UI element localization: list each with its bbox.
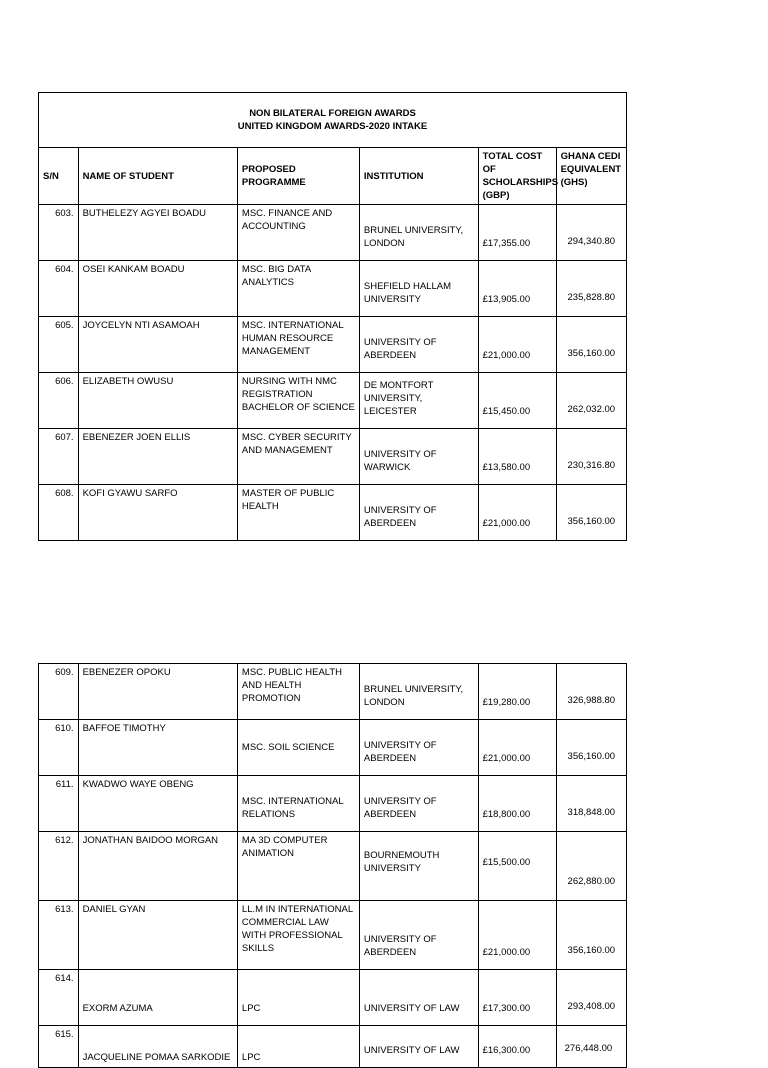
table-row	[39, 429, 627, 485]
student-number: 603.	[39, 205, 79, 261]
ghs-equivalent: 326,988.80	[556, 664, 626, 720]
table-row	[39, 832, 627, 901]
institution: UNIVERSITY OF ABERDEEN	[359, 317, 478, 373]
table-row	[39, 373, 627, 429]
scholarship-cost: £21,000.00	[478, 901, 556, 970]
institution: UNIVERSITY OF ABERDEEN	[359, 776, 478, 832]
student-number: 610.	[39, 720, 79, 776]
programme: MSC. INTERNATIONAL HUMAN RESOURCE MANAGEMENT	[237, 317, 359, 373]
student-name: EBENEZER JOEN ELLIS	[78, 429, 237, 485]
table-row	[39, 261, 627, 317]
table-row	[39, 317, 627, 373]
header-row	[39, 148, 627, 205]
ghs-equivalent: 276,448.00	[556, 1026, 626, 1068]
institution: SHEFIELD HALLAM UNIVERSITY	[359, 261, 478, 317]
table-title	[39, 93, 627, 148]
scholarship-cost: £19,280.00	[478, 664, 556, 720]
table-row	[39, 970, 627, 1026]
ghs-equivalent: 262,880.00	[556, 832, 626, 901]
programme: LPC	[237, 1026, 359, 1068]
student-name: DANIEL GYAN	[78, 901, 237, 970]
table-row	[39, 1026, 627, 1068]
col-cost: TOTAL COST OF SCHOLARSHIPS (GBP)	[478, 148, 556, 205]
programme: LPC	[237, 970, 359, 1026]
ghs-equivalent: 356,160.00	[556, 901, 626, 970]
ghs-equivalent: 356,160.00	[556, 720, 626, 776]
col-sn: S/N	[39, 148, 79, 205]
awards-table-2	[38, 663, 627, 1068]
programme: MSC. INTERNATIONAL RELATIONS	[237, 776, 359, 832]
student-name: KOFI GYAWU SARFO	[78, 485, 237, 541]
institution: UNIVERSITY OF LAW	[359, 970, 478, 1026]
col-institution: INSTITUTION	[359, 148, 478, 205]
student-name: JONATHAN BAIDOO MORGAN	[78, 832, 237, 901]
student-name: ELIZABETH OWUSU	[78, 373, 237, 429]
ghs-equivalent: 356,160.00	[556, 317, 626, 373]
programme: NURSING WITH NMC REGISTRATION BACHELOR OF SCIENCE	[237, 373, 359, 429]
student-number: 615.	[39, 1026, 79, 1068]
student-number: 607.	[39, 429, 79, 485]
scholarship-cost: £18,800.00	[478, 776, 556, 832]
ghs-equivalent: 356,160.00	[556, 485, 626, 541]
col-ghs: GHANA CEDI EQUIVALENT (GHS)	[556, 148, 626, 205]
scholarship-cost: £17,300.00	[478, 970, 556, 1026]
programme: MSC. FINANCE AND ACCOUNTING	[237, 205, 359, 261]
scholarship-cost: £21,000.00	[478, 485, 556, 541]
institution: DE MONTFORT UNIVERSITY, LEICESTER	[359, 373, 478, 429]
student-name: BAFFOE TIMOTHY	[78, 720, 237, 776]
student-name: OSEI KANKAM BOADU	[78, 261, 237, 317]
student-number: 609.	[39, 664, 79, 720]
student-number: 606.	[39, 373, 79, 429]
programme: MSC. CYBER SECURITY AND MANAGEMENT	[237, 429, 359, 485]
ghs-equivalent: 262,032.00	[556, 373, 626, 429]
table-row	[39, 664, 627, 720]
student-number: 604.	[39, 261, 79, 317]
scholarship-cost: £21,000.00	[478, 720, 556, 776]
student-number: 613.	[39, 901, 79, 970]
student-number: 608.	[39, 485, 79, 541]
programme: MSC. PUBLIC HEALTH AND HEALTH PROMOTION	[237, 664, 359, 720]
title-line-1: NON BILATERAL FOREIGN AWARDS	[249, 108, 416, 119]
ghs-equivalent: 235,828.80	[556, 261, 626, 317]
scholarship-cost: £13,905.00	[478, 261, 556, 317]
institution: UNIVERSITY OF ABERDEEN	[359, 720, 478, 776]
institution: UNIVERSITY OF WARWICK	[359, 429, 478, 485]
table-row	[39, 901, 627, 970]
programme: LL.M IN INTERNATIONAL COMMERCIAL LAW WITH PROFESSIONAL SKILLS	[237, 901, 359, 970]
table-row	[39, 776, 627, 832]
student-number: 612.	[39, 832, 79, 901]
scholarship-cost: £15,450.00	[478, 373, 556, 429]
scholarship-cost: £17,355.00	[478, 205, 556, 261]
ghs-equivalent: 318,848.00	[556, 776, 626, 832]
programme: MSC. BIG DATA ANALYTICS	[237, 261, 359, 317]
col-programme: PROPOSED PROGRAMME	[237, 148, 359, 205]
student-number: 611.	[39, 776, 79, 832]
institution: UNIVERSITY OF LAW	[359, 1026, 478, 1068]
student-name: BUTHELEZY AGYEI BOADU	[78, 205, 237, 261]
col-name: NAME OF STUDENT	[78, 148, 237, 205]
student-name: EXORM AZUMA	[78, 970, 237, 1026]
table-row	[39, 485, 627, 541]
table-row	[39, 205, 627, 261]
scholarship-cost: £16,300.00	[478, 1026, 556, 1068]
student-name: EBENEZER OPOKU	[78, 664, 237, 720]
scholarship-cost: £15,500.00	[478, 832, 556, 901]
student-name: KWADWO WAYE OBENG	[78, 776, 237, 832]
institution: BOURNEMOUTH UNIVERSITY	[359, 832, 478, 901]
scholarship-cost: £13,580.00	[478, 429, 556, 485]
student-name: JOYCELYN NTI ASAMOAH	[78, 317, 237, 373]
student-name: JACQUELINE POMAA SARKODIE	[78, 1026, 237, 1068]
student-number: 605.	[39, 317, 79, 373]
scholarship-cost: £21,000.00	[478, 317, 556, 373]
awards-table-1	[38, 92, 627, 541]
programme: MSC. SOIL SCIENCE	[237, 720, 359, 776]
ghs-equivalent: 294,340.80	[556, 205, 626, 261]
title-line-2: UNITED KINGDOM AWARDS-2020 INTAKE	[237, 121, 428, 132]
institution: BRUNEL UNIVERSITY, LONDON	[359, 664, 478, 720]
ghs-equivalent: 293,408.00	[556, 970, 626, 1026]
ghs-equivalent: 230,316.80	[556, 429, 626, 485]
programme: MASTER OF PUBLIC HEALTH	[237, 485, 359, 541]
institution: BRUNEL UNIVERSITY, LONDON	[359, 205, 478, 261]
institution: UNIVERSITY OF ABERDEEN	[359, 485, 478, 541]
table-row	[39, 720, 627, 776]
programme: MA 3D COMPUTER ANIMATION	[237, 832, 359, 901]
student-number: 614.	[39, 970, 79, 1026]
institution: UNIVERSITY OF ABERDEEN	[359, 901, 478, 970]
